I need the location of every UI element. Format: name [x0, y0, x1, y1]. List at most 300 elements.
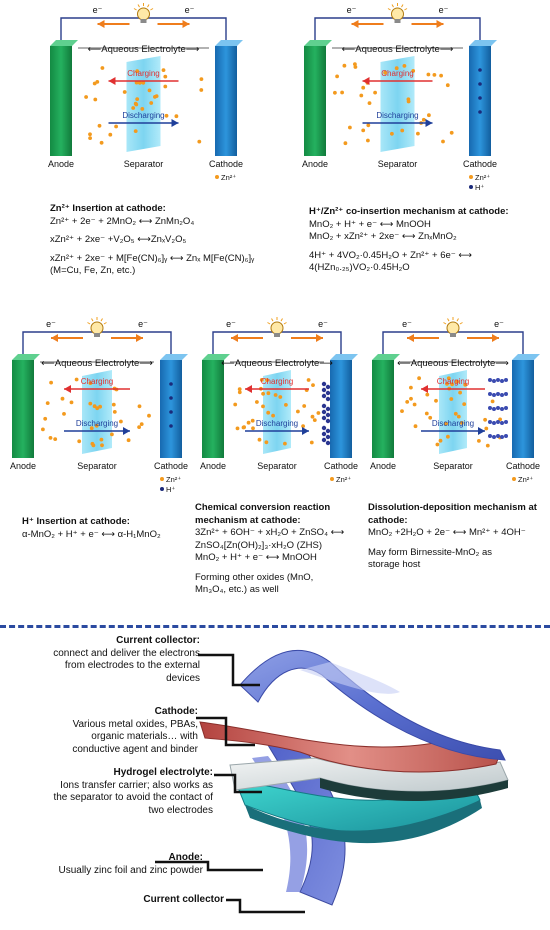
- label-anode: Anode: Usually zinc foil and zinc powder: [58, 852, 203, 876]
- light-ray: [388, 9, 391, 11]
- zhs-crystal: [326, 407, 330, 411]
- mechanism-title: Zn²⁺ Insertion at cathode:: [50, 203, 166, 214]
- light-ray: [284, 323, 287, 325]
- zhs-crystal: [326, 441, 330, 445]
- h-ion-dot: [478, 96, 482, 100]
- legend-zn-label: Zn²⁺: [166, 474, 182, 484]
- birnessite-layer: [492, 407, 496, 411]
- zn-ion-dot: [413, 403, 417, 407]
- mechanism-line: MnO₂ + H⁺ + e⁻ ⟷ MnOOH: [195, 552, 317, 563]
- charging-label: Charging: [260, 377, 294, 386]
- lightbulb-icon: [271, 322, 283, 334]
- zn-ion-dot: [484, 427, 488, 431]
- discharging-label: Discharging: [255, 419, 299, 428]
- zn-ion-dot: [400, 409, 404, 413]
- zn-ion-dot: [265, 440, 269, 444]
- birnessite-layer: [504, 406, 508, 410]
- legend-h-dot: [469, 185, 473, 189]
- birnessite-layer: [488, 434, 492, 438]
- zn-ion-dot: [88, 132, 92, 136]
- charging-arrow-head: [421, 385, 428, 393]
- zn-ion-dot: [77, 439, 81, 443]
- h-ion-dot: [169, 382, 173, 386]
- zhs-crystal: [326, 413, 330, 417]
- zn-ion-dot: [491, 400, 495, 404]
- zn-ion-dot: [390, 132, 394, 136]
- separator-label: Separator: [257, 461, 297, 471]
- zn-ion-dot: [439, 439, 443, 443]
- cathode-top: [160, 354, 188, 360]
- discharging-arrow-head: [302, 427, 309, 435]
- zn-ion-dot: [403, 64, 407, 68]
- zn-ion-dot: [427, 113, 431, 117]
- leader-hydrogel: [214, 775, 262, 792]
- discharging-label: Discharging: [122, 111, 165, 120]
- electrolyte-label: ⟵Aqueous Electrolyte⟶: [41, 357, 153, 369]
- zn-ion-dot: [140, 422, 144, 426]
- birnessite-layer: [496, 434, 500, 438]
- zn-ion-dot: [46, 401, 50, 405]
- zn-ion-dot: [366, 139, 370, 143]
- zn-ion-dot: [147, 414, 151, 418]
- zn-ion-dot: [373, 91, 377, 95]
- light-ray: [134, 9, 137, 11]
- zhs-crystal: [322, 382, 326, 386]
- mechanism-line: 4(HZn₀.₂₅)VO₂·0.45H₂O: [309, 262, 410, 273]
- charging-label: Charging: [127, 69, 160, 78]
- zn-ion-dot: [62, 412, 66, 416]
- zn-ion-dot: [41, 428, 45, 432]
- birnessite-layer: [488, 406, 492, 410]
- separator-label: Separator: [77, 461, 117, 471]
- zn-ion-dot: [425, 412, 429, 416]
- zn-ion-dot: [101, 66, 105, 70]
- light-ray: [104, 323, 107, 325]
- electron-arrow-right-head: [437, 20, 444, 28]
- discharging-arrow-head: [478, 427, 485, 435]
- light-ray: [402, 4, 404, 7]
- anode-electrode: [304, 46, 326, 156]
- birnessite-layer: [500, 407, 504, 411]
- section-divider: [0, 625, 550, 628]
- cathode-label: Cathode: [208, 159, 244, 169]
- leader-cathode: [196, 718, 255, 745]
- electrolyte-label: ⟵Aqueous Electrolyte⟶: [397, 357, 509, 369]
- zn-ion-dot: [344, 141, 348, 145]
- lightbulb-base: [141, 19, 147, 23]
- zhs-crystal: [322, 416, 326, 420]
- leader-bottom-collector: [226, 900, 305, 912]
- zn-ion-dot: [238, 390, 242, 394]
- zn-ion-dot: [427, 73, 431, 77]
- zn-ion-dot: [449, 397, 453, 401]
- lightbulb-icon: [138, 8, 150, 20]
- electron-label: e⁻: [346, 5, 357, 15]
- zn-ion-dot: [242, 425, 246, 429]
- mechanism-line: ZnSO₄[Zn(OH)₂]₃·xH₂O (ZHS): [195, 539, 323, 551]
- zhs-crystal: [322, 404, 326, 408]
- cathode-label: Cathode: [505, 461, 541, 471]
- mechanism-line: Zn²⁺ + 2e⁻ + 2MnO₂ ⟷ ZnMn₂O₄: [50, 215, 195, 227]
- legend-zn-dot: [330, 477, 334, 481]
- cathode-top: [330, 354, 358, 360]
- zn-ion-dot: [301, 424, 305, 428]
- birnessite-layer: [504, 420, 508, 424]
- charging-label: Charging: [436, 377, 470, 386]
- zn-ion-dot: [49, 436, 53, 440]
- light-ray: [150, 9, 153, 11]
- zn-ion-dot: [317, 411, 321, 415]
- electron-arrow-right-head: [136, 334, 143, 342]
- zn-ion-dot: [162, 68, 166, 72]
- zn-ion-dot: [483, 418, 487, 422]
- discharging-arrow-head: [172, 119, 179, 127]
- birnessite-layer: [496, 378, 500, 382]
- anode-top: [50, 40, 78, 46]
- zhs-crystal: [326, 397, 330, 401]
- anode-label: Anode: [9, 461, 37, 471]
- zn-ion-dot: [266, 411, 270, 415]
- zn-ion-dot: [163, 75, 167, 79]
- lightbulb-base: [395, 19, 401, 23]
- zn-ion-dot: [311, 383, 315, 387]
- electron-label: e⁻: [402, 319, 412, 329]
- zn-ion-dot: [441, 140, 445, 144]
- zn-ion-dot: [100, 141, 104, 145]
- zn-ion-dot: [61, 397, 65, 401]
- zn-ion-dot: [134, 102, 138, 106]
- light-ray: [448, 318, 450, 321]
- anode-electrode: [202, 360, 224, 458]
- light-ray: [460, 323, 463, 325]
- lightbulb-base: [274, 333, 280, 337]
- charging-arrow-head: [109, 77, 116, 85]
- electron-label: e⁻: [138, 319, 148, 329]
- zn-ion-dot: [311, 415, 315, 419]
- zn-ion-dot: [422, 118, 426, 122]
- zn-ion-dot: [361, 86, 365, 90]
- discharging-label: Discharging: [376, 111, 419, 120]
- zn-ion-dot: [251, 419, 255, 423]
- zn-ion-dot: [409, 397, 413, 401]
- light-ray: [272, 318, 274, 321]
- legend-h-label: H⁺: [166, 484, 176, 494]
- zn-ion-dot: [165, 114, 169, 118]
- h-ion-dot: [169, 410, 173, 414]
- birnessite-layer: [496, 406, 500, 410]
- zn-ion-dot: [261, 405, 265, 409]
- zn-ion-dot: [236, 427, 240, 431]
- birnessite-layer: [496, 420, 500, 424]
- zn-ion-dot: [135, 97, 139, 101]
- cathode-top: [512, 354, 540, 360]
- mechanism-dissolution-deposition: [368, 502, 546, 572]
- birnessite-layer: [488, 392, 492, 396]
- h-ion-dot: [169, 424, 173, 428]
- electron-arrow-left-head: [231, 334, 238, 342]
- lightbulb-icon: [447, 322, 459, 334]
- light-ray: [281, 318, 283, 321]
- zn-ion-dot: [400, 129, 404, 133]
- electron-label: e⁻: [494, 319, 504, 329]
- zn-ion-dot: [200, 77, 204, 81]
- zn-ion-dot: [366, 123, 370, 127]
- zn-ion-dot: [417, 376, 421, 380]
- zn-ion-dot: [407, 100, 411, 104]
- zn-ion-dot: [98, 124, 102, 128]
- electron-label: e⁻: [184, 5, 195, 15]
- legend-zn-dot: [469, 175, 473, 179]
- mechanism-line: (M=Cu, Fe, Zn, etc.): [50, 265, 136, 276]
- birnessite-layer: [500, 435, 504, 439]
- birnessite-layer: [492, 393, 496, 397]
- zn-ion-dot: [454, 412, 458, 416]
- legend-zn-dot: [160, 477, 164, 481]
- zn-ion-dot: [199, 88, 203, 92]
- birnessite-layer: [500, 393, 504, 397]
- zhs-crystal: [322, 432, 326, 436]
- zn-ion-dot: [92, 444, 96, 448]
- zn-ion-dot: [70, 401, 74, 405]
- zn-ion-dot: [458, 391, 462, 395]
- electron-label: e⁻: [92, 5, 103, 15]
- zhs-crystal: [322, 394, 326, 398]
- mechanism-h-zn-coinsertion: [309, 206, 539, 275]
- electron-arrow-left-head: [352, 20, 359, 28]
- zn-ion-dot: [446, 435, 450, 439]
- charging-arrow-head: [245, 385, 252, 393]
- zn-ion-dot: [433, 73, 437, 77]
- zn-ion-dot: [75, 378, 79, 382]
- zn-ion-dot: [175, 114, 179, 118]
- zn-ion-dot: [462, 402, 466, 406]
- zn-ion-dot: [155, 94, 159, 98]
- mechanism-line: 4H⁺ + 4VO₂·0.45H₂O + Zn²⁺ + 6e⁻ ⟷: [309, 249, 473, 261]
- birnessite-layer: [500, 379, 504, 383]
- zn-ion-dot: [114, 125, 118, 129]
- zn-ion-dot: [100, 438, 104, 442]
- anode-electrode: [50, 46, 72, 156]
- light-ray: [92, 318, 94, 321]
- mechanism-line: xZn²⁺ + 2xe⁻ +V₂O₅ ⟷ZnₓV₂O₅: [50, 234, 187, 245]
- label-hydrogel: Hydrogel electrolyte: Ions transfer carrier; also works as the separator to avoid the contact of two electrodes: [53, 767, 213, 816]
- zn-ion-dot: [127, 438, 131, 442]
- zhs-crystal: [326, 435, 330, 439]
- electron-label: e⁻: [318, 319, 328, 329]
- light-ray: [443, 323, 446, 325]
- cathode-label: Cathode: [462, 159, 498, 169]
- zn-ion-dot: [333, 91, 337, 95]
- mechanism-title: H⁺ Insertion at cathode:: [22, 516, 130, 527]
- cathode-label: Cathode: [323, 461, 359, 471]
- zn-ion-dot: [296, 410, 300, 414]
- zn-ion-dot: [119, 420, 123, 424]
- zhs-crystal: [322, 410, 326, 414]
- legend-zn-label: Zn²⁺: [336, 474, 352, 484]
- zn-ion-dot: [439, 74, 443, 78]
- birnessite-layer: [488, 378, 492, 382]
- legend-zn-dot: [512, 477, 516, 481]
- charging-label: Charging: [381, 69, 414, 78]
- zn-ion-dot: [197, 140, 201, 144]
- zn-ion-dot: [112, 403, 116, 407]
- zn-ion-dot: [278, 395, 282, 399]
- discharging-arrow-head: [123, 427, 130, 435]
- cathode-electrode: [160, 360, 182, 458]
- electrolyte-label: ⟵Aqueous Electrolyte⟶: [87, 43, 200, 55]
- electrolyte-label: ⟵Aqueous Electrolyte⟶: [221, 357, 333, 369]
- h-ion-dot: [478, 110, 482, 114]
- electron-arrow-right-head: [316, 334, 323, 342]
- legend-zn-dot: [215, 175, 219, 179]
- mechanism-line: May form Birnessite-MnO₂ as: [368, 546, 493, 558]
- zn-ion-dot: [343, 64, 347, 68]
- separator-label: Separator: [433, 461, 473, 471]
- mechanism-line: α-MnO₂ + H⁺ + e⁻ ⟷ α-H₁MnO₂: [22, 528, 161, 540]
- birnessite-layer: [492, 379, 496, 383]
- zn-ion-dot: [134, 129, 138, 133]
- lightbulb-base: [94, 333, 100, 337]
- mechanism-title: Dissolution-deposition mechanism at cathode:: [368, 502, 537, 526]
- zn-ion-dot: [409, 386, 413, 390]
- zn-ion-dot: [148, 89, 152, 93]
- mechanism-line: Forming other oxides (MnO,: [195, 571, 314, 583]
- mechanism-line: MnO₂ +2H₂O + 2e⁻ ⟷ Mn²⁺ + 4OH⁻: [368, 527, 526, 538]
- mechanism-line: MnO₂ + xZn²⁺ + 2xe⁻ ⟷ ZnₓMnO₂: [309, 231, 457, 242]
- zn-ion-dot: [434, 399, 438, 403]
- zn-ion-dot: [258, 438, 262, 442]
- lightbulb-icon: [392, 8, 404, 20]
- light-ray: [138, 4, 140, 7]
- zn-ion-dot: [348, 126, 352, 130]
- zn-ion-dot: [100, 443, 104, 447]
- zn-ion-dot: [302, 404, 306, 408]
- charging-label: Charging: [80, 377, 114, 386]
- zn-ion-dot: [340, 91, 344, 95]
- zn-ion-dot: [405, 400, 409, 404]
- zn-ion-dot: [95, 406, 99, 410]
- zn-ion-dot: [477, 439, 481, 443]
- cathode-electrode: [330, 360, 352, 458]
- discharging-label: Discharging: [431, 419, 475, 428]
- zn-ion-dot: [267, 391, 271, 395]
- label-bottom-current-collector: Current collector: [143, 894, 224, 905]
- zhs-crystal: [322, 426, 326, 430]
- zhs-crystal: [326, 429, 330, 433]
- label-current-collector: Current collector: connect and deliver the electrons from electrodes to the external devices: [53, 635, 200, 684]
- zn-ion-dot: [486, 444, 490, 448]
- electron-label: e⁻: [438, 5, 449, 15]
- electron-label: e⁻: [226, 319, 236, 329]
- mechanism-line: Mn₃O₄, etc.) as well: [195, 584, 279, 595]
- legend-zn-label: Zn²⁺: [221, 172, 237, 182]
- birnessite-layer: [504, 392, 508, 396]
- light-ray: [101, 318, 103, 321]
- electrolyte-label: ⟵Aqueous Electrolyte⟶: [341, 43, 454, 55]
- anode-top: [12, 354, 40, 360]
- mechanism-line: xZn²⁺ + 2xe⁻ + M[Fe(CN)₆]ᵧ ⟷ Znₓ M[Fe(CN)₆]ᵧ: [50, 252, 255, 264]
- mechanism-line: storage host: [368, 559, 421, 570]
- electron-arrow-right-head: [492, 334, 499, 342]
- zn-ion-dot: [283, 442, 287, 446]
- zn-ion-dot: [108, 133, 112, 137]
- zn-ion-dot: [233, 403, 237, 407]
- zn-ion-dot: [416, 132, 420, 136]
- birnessite-layer: [504, 434, 508, 438]
- anode-electrode: [12, 360, 34, 458]
- anode-label: Anode: [369, 461, 397, 471]
- zhs-crystal: [326, 385, 330, 389]
- mechanism-line: MnO₂ + H⁺ + e⁻ ⟷ MnOOH: [309, 218, 431, 230]
- light-ray: [87, 323, 90, 325]
- zn-ion-dot: [414, 424, 418, 428]
- charging-arrow-head: [64, 385, 71, 393]
- zn-ion-dot: [307, 378, 311, 382]
- zn-ion-dot: [446, 83, 450, 87]
- zn-ion-dot: [84, 95, 88, 99]
- birnessite-layer: [488, 420, 492, 424]
- electron-label: e⁻: [46, 319, 56, 329]
- zn-ion-dot: [149, 101, 153, 105]
- discharging-label: Discharging: [75, 419, 119, 428]
- zn-ion-dot: [436, 443, 440, 447]
- cathode-top: [469, 40, 497, 46]
- zn-ion-dot: [335, 75, 339, 79]
- legend-h-dot: [160, 487, 164, 491]
- lightbulb-base: [450, 333, 456, 337]
- zn-ion-dot: [255, 400, 259, 404]
- anode-label: Anode: [47, 159, 75, 169]
- legend-h-label: H⁺: [475, 182, 485, 192]
- zhs-crystal: [322, 438, 326, 442]
- h-ion-dot: [169, 396, 173, 400]
- zn-ion-dot: [261, 392, 265, 396]
- birnessite-layer: [492, 435, 496, 439]
- mechanism-h-insertion: [22, 516, 187, 541]
- zhs-crystal: [322, 388, 326, 392]
- light-ray: [392, 4, 394, 7]
- discharging-arrow-head: [426, 119, 433, 127]
- legend-zn-label: Zn²⁺: [475, 172, 491, 182]
- light-ray: [404, 9, 407, 11]
- zn-ion-dot: [131, 106, 135, 110]
- zn-ion-dot: [110, 433, 114, 437]
- mechanism-zn-insertion: [50, 203, 285, 278]
- zn-ion-dot: [368, 101, 372, 105]
- mechanism-chemical-conversion: [195, 502, 375, 597]
- zn-ion-dot: [361, 129, 365, 133]
- leader-current-collector: [198, 655, 260, 685]
- zn-ion-dot: [49, 381, 53, 385]
- separator-label: Separator: [377, 159, 418, 169]
- separator-label: Separator: [123, 159, 164, 169]
- zn-ion-dot: [88, 402, 92, 406]
- anode-electrode: [372, 360, 394, 458]
- label-cathode: Cathode: Various metal oxides, PBAs, organic materials… with conductive agent and binder: [72, 706, 198, 755]
- zn-ion-dot: [137, 425, 141, 429]
- mechanism-title: H⁺/Zn²⁺ co-insertion mechanism at cathode:: [309, 206, 509, 217]
- zn-ion-dot: [113, 410, 117, 414]
- cathode-electrode: [512, 360, 534, 458]
- light-ray: [457, 318, 459, 321]
- anode-top: [304, 40, 332, 46]
- mechanism-title: Chemical conversion reaction mechanism at cathode:: [195, 502, 331, 526]
- zn-ion-dot: [457, 415, 461, 419]
- zn-ion-dot: [274, 393, 278, 397]
- light-ray: [148, 4, 150, 7]
- cathode-top: [215, 40, 243, 46]
- zn-ion-dot: [163, 85, 167, 89]
